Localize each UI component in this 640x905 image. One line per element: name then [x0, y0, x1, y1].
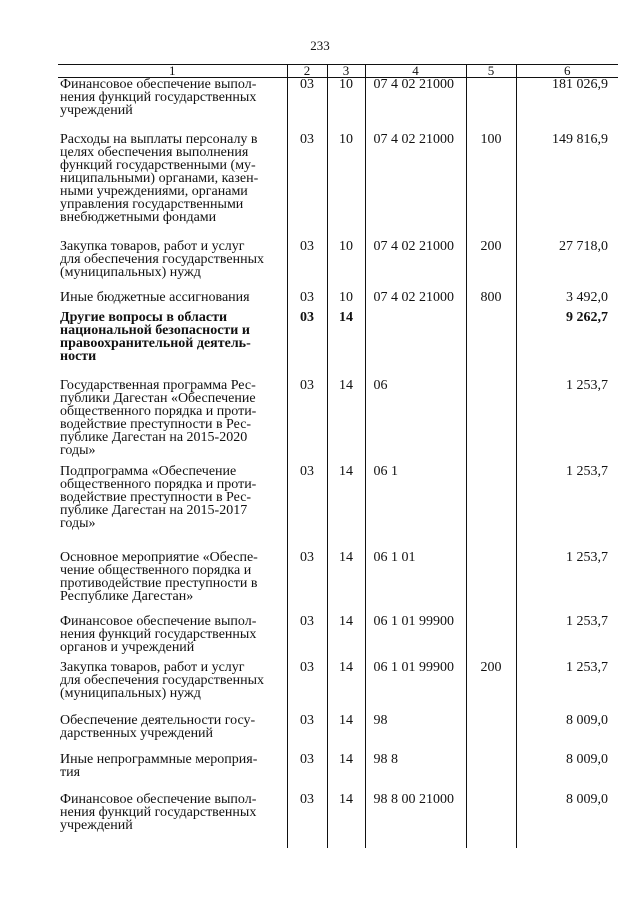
table-row [58, 714, 618, 753]
row-section-code: 03 [287, 379, 327, 465]
row-description: Расходы на выплаты персоналу в целях обеспечения выполнения функций государственными (му- ниципальными) органами, казен- ными учреждениями, органами управления государственными внебюджетными фондами [60, 132, 259, 225]
row-section-code: 03 [287, 311, 327, 379]
row-amount: 1 253,7 [516, 615, 618, 661]
row-expense-type: 800 [466, 291, 516, 311]
table-row [58, 465, 618, 551]
table-row [58, 133, 618, 240]
row-section-code: 03 [287, 615, 327, 661]
page-number: 233 [310, 38, 330, 53]
table-row [58, 78, 618, 134]
row-subsection-code: 14 [327, 465, 365, 551]
row-target-article: 98 [365, 714, 466, 753]
row-amount: 1 253,7 [516, 551, 618, 615]
table-row [58, 793, 618, 848]
row-subsection-code: 10 [327, 133, 365, 240]
row-section-code: 03 [287, 291, 327, 311]
row-expense-type [466, 311, 516, 379]
row-description: Финансовое обеспечение выпол- нения функций государственных учреждений [60, 792, 257, 833]
row-subsection-code: 14 [327, 379, 365, 465]
row-amount: 181 026,9 [516, 78, 618, 134]
row-subsection-code: 14 [327, 311, 365, 379]
row-description: Государственная программа Рес- публики Дагестан «Обеспечение общественного порядка и проти- водействие преступности в Рес- публике Дагестан на 2015-2020 годы» [60, 378, 257, 458]
row-amount: 3 492,0 [516, 291, 618, 311]
row-description: Финансовое обеспечение выпол- нения функций государственных учреждений [60, 77, 257, 118]
header-col-2: 2 [287, 65, 327, 78]
row-expense-type [466, 714, 516, 753]
table-row [58, 311, 618, 379]
row-section-code: 03 [287, 78, 327, 134]
header-col-3: 3 [327, 65, 365, 78]
row-target-article: 07 4 02 21000 [365, 133, 466, 240]
header-col-5: 5 [466, 65, 516, 78]
row-amount: 1 253,7 [516, 661, 618, 714]
row-expense-type [466, 465, 516, 551]
row-amount: 1 253,7 [516, 379, 618, 465]
row-target-article: 06 1 01 99900 [365, 661, 466, 714]
row-target-article: 06 1 01 99900 [365, 615, 466, 661]
table-header-row [58, 65, 618, 78]
row-expense-type: 100 [466, 133, 516, 240]
row-expense-type [466, 615, 516, 661]
table-row [58, 551, 618, 615]
row-description: Закупка товаров, работ и услуг для обеспечения государственных (муниципальных) нужд [60, 239, 264, 280]
row-description: Обеспечение деятельности госу- дарственных учреждений [60, 713, 256, 741]
row-expense-type: 200 [466, 661, 516, 714]
row-target-article: 98 8 [365, 753, 466, 793]
row-description: Иные непрограммные мероприя- тия [60, 752, 258, 780]
row-section-code: 03 [287, 465, 327, 551]
row-subsection-code: 14 [327, 615, 365, 661]
row-target-article: 06 [365, 379, 466, 465]
row-target-article: 07 4 02 21000 [365, 240, 466, 291]
header-col-4: 4 [365, 65, 466, 78]
row-subsection-code: 10 [327, 78, 365, 134]
budget-table [58, 64, 618, 848]
row-section-code: 03 [287, 240, 327, 291]
row-expense-type [466, 379, 516, 465]
row-section-code: 03 [287, 793, 327, 848]
row-subsection-code: 14 [327, 714, 365, 753]
row-description: Иные бюджетные ассигнования [60, 290, 250, 305]
row-description: Закупка товаров, работ и услуг для обеспечения государственных (муниципальных) нужд [60, 660, 264, 701]
header-col-6: 6 [516, 65, 618, 78]
row-target-article: 07 4 02 21000 [365, 78, 466, 134]
row-target-article: 06 1 [365, 465, 466, 551]
row-amount: 8 009,0 [516, 753, 618, 793]
row-description: Основное мероприятие «Обеспе- чение общественного порядка и противодействие преступности в Республике Дагестан» [60, 550, 258, 604]
row-section-code: 03 [287, 714, 327, 753]
row-description: Подпрограмма «Обеспечение общественного порядка и проти- водействие преступности в Рес- публике Дагестан на 2015-2017 годы» [60, 464, 257, 531]
row-target-article: 98 8 00 21000 [365, 793, 466, 848]
table-row [58, 291, 618, 311]
row-subsection-code: 14 [327, 753, 365, 793]
row-expense-type [466, 78, 516, 134]
table-row [58, 240, 618, 291]
row-amount: 9 262,7 [516, 311, 618, 379]
row-subsection-code: 10 [327, 291, 365, 311]
row-amount: 149 816,9 [516, 133, 618, 240]
table-row [58, 615, 618, 661]
row-section-code: 03 [287, 753, 327, 793]
table-row [58, 661, 618, 714]
row-description: Финансовое обеспечение выпол- нения функций государственных органов и учреждений [60, 614, 257, 655]
row-target-article: 07 4 02 21000 [365, 291, 466, 311]
table-body [58, 78, 618, 849]
row-expense-type [466, 551, 516, 615]
row-section-code: 03 [287, 551, 327, 615]
row-expense-type: 200 [466, 240, 516, 291]
row-description: Другие вопросы в области национальной безопасности и правоохранительной деятель- ности [60, 310, 251, 364]
table-row [58, 379, 618, 465]
row-amount: 27 718,0 [516, 240, 618, 291]
row-expense-type [466, 793, 516, 848]
row-subsection-code: 14 [327, 793, 365, 848]
row-target-article [365, 311, 466, 379]
row-amount: 8 009,0 [516, 714, 618, 753]
row-amount: 1 253,7 [516, 465, 618, 551]
row-subsection-code: 10 [327, 240, 365, 291]
row-section-code: 03 [287, 661, 327, 714]
row-amount: 8 009,0 [516, 793, 618, 848]
row-target-article: 06 1 01 [365, 551, 466, 615]
row-expense-type [466, 753, 516, 793]
table-row [58, 753, 618, 793]
row-section-code: 03 [287, 133, 327, 240]
header-col-1: 1 [58, 65, 287, 78]
row-subsection-code: 14 [327, 661, 365, 714]
row-subsection-code: 14 [327, 551, 365, 615]
